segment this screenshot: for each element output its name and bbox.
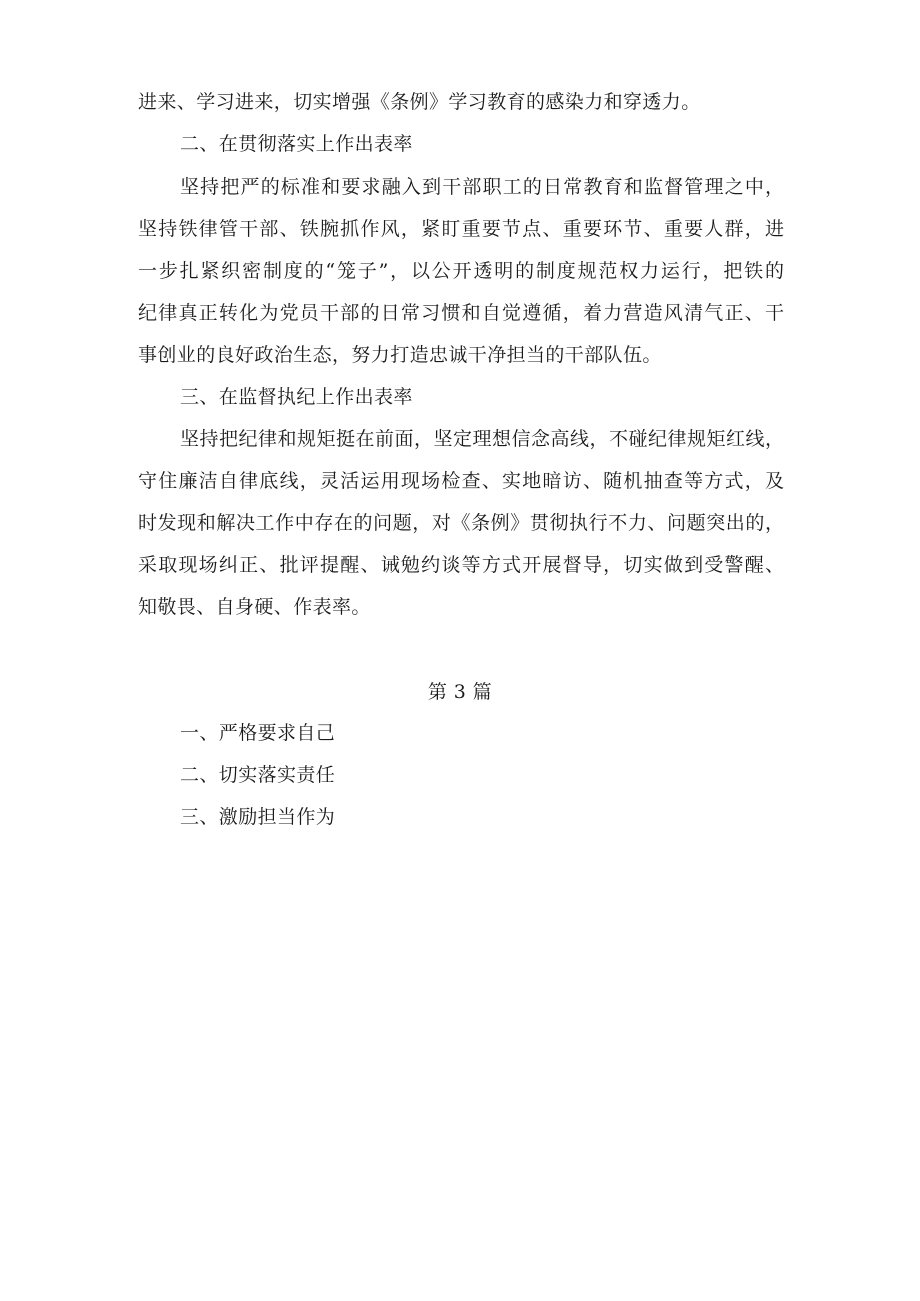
paragraph-line: 一步扎紧织密制度的“笼子”，以公开透明的制度规范权力运行，把铁的 bbox=[138, 260, 784, 282]
section-heading-3: 三、在监督执纪上作出表率 bbox=[180, 386, 413, 408]
paragraph-line: 纪律真正转化为党员干部的日常习惯和自觉遵循，着力营造风清气正、干 bbox=[138, 302, 784, 324]
paragraph-line: 坚持铁律管干部、铁腕抓作风，紧盯重要节点、重要环节、重要人群，进 bbox=[138, 218, 784, 240]
paragraph-line: 采取现场纠正、批评提醒、诫勉约谈等方式开展督导，切实做到受警醒、 bbox=[138, 554, 784, 576]
paragraph-tail-line: 进来、学习进来，切实增强《条例》学习教育的感染力和穿透力。 bbox=[138, 91, 701, 113]
list-item: 三、激励担当作为 bbox=[180, 806, 336, 828]
paragraph-line: 时发现和解决工作中存在的问题，对《条例》贯彻执行不力、问题突出的， bbox=[138, 512, 784, 534]
section-heading-2: 二、在贯彻落实上作出表率 bbox=[180, 133, 413, 155]
list-item: 二、切实落实责任 bbox=[180, 764, 336, 786]
part-title: 第 3 篇 bbox=[427, 681, 493, 703]
paragraph-line: 坚持把纪律和规矩挺在前面，坚定理想信念高线，不碰纪律规矩红线， bbox=[180, 428, 784, 450]
paragraph-line: 事创业的良好政治生态，努力打造忠诚干净担当的干部队伍。 bbox=[138, 344, 662, 366]
paragraph-line: 坚持把严的标准和要求融入到干部职工的日常教育和监督管理之中， bbox=[180, 176, 784, 198]
paragraph-line: 知敬畏、自身硬、作表率。 bbox=[138, 596, 371, 618]
paragraph-line: 守住廉洁自律底线，灵活运用现场检查、实地暗访、随机抽查等方式，及 bbox=[138, 470, 784, 492]
list-item: 一、严格要求自己 bbox=[180, 722, 336, 744]
